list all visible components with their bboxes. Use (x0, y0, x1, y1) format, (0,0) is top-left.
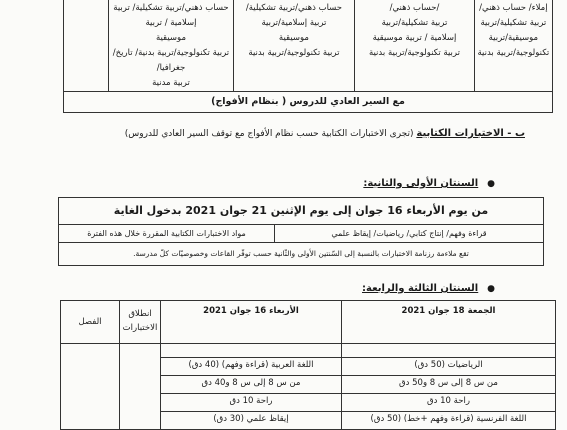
col-wed-header: الأربعاء 16 جوان 2021 (161, 301, 342, 344)
top-cell-4: حساب ذهني/تربية تشكيلية/ تربية إسلامية / تربية موسيقية تربية تكنولوجية/تربية بدنية/ تاريخ/جغرافيا/ تربية مدنية (109, 0, 233, 92)
wed-row-1: اللغة العربية (قراءة وفهم) (40 دق) (161, 358, 342, 376)
years-3-4-table (60, 300, 556, 430)
years-1-2-subjects-label: مواد الاختبارات الكتابية المقررة خلال هذه الفترة (59, 225, 275, 243)
fri-row-4: اللغة الفرنسية (قراءة وفهم +خط) (50 دق) (342, 412, 556, 430)
wed-row-4: إيقاظ علمي (30 دق) (161, 412, 342, 430)
section-b-heading: ب - الاختبارات الكتابية (416, 128, 525, 139)
fri-row-1: الرياضيات (50 دق) (342, 358, 556, 376)
top-cell-5 (64, 0, 109, 92)
col-class-header: الفصل (61, 301, 120, 344)
wed-row-3: راحة 10 دق (161, 394, 342, 412)
section-b (45, 128, 525, 139)
years-1-2-box (58, 197, 544, 266)
years-1-2-title: من يوم الأربعاء 16 جوان إلى يوم الإثنين 21 جوان 2021 بدخول الغاية (59, 198, 544, 225)
years-1-2-note: تقع ملاءمة رزنامة الاختبارات بالنسبة إلى السّنتين الأولى والثّانية حسب توفّر القاعات وخصوصيّات كلّ مدرسة. (59, 243, 544, 266)
fri-row-3: راحة 10 دق (342, 394, 556, 412)
years-3-4-heading: السنتان الثالثة والرابعة: (362, 283, 479, 294)
bullet-icon: ● (481, 179, 495, 189)
top-cell-2: /حساب ذهني/ تربية تشكيلية/تربية إسلامية / تربية موسيقية تربية تكنولوجية/تربية بدنية (355, 0, 475, 92)
top-cell-1: إملاء/ حساب ذهني/ تربية تشكيلية/تربية موسيقية/تربية تكنولوجية/تربية بدنية (474, 0, 552, 92)
section-b-note: (تجرى الاختبارات الكتابية حسب نظام الأفواج مع توقف السير العادي للدروس) (124, 129, 414, 139)
top-table-footer: مع السير العادي للدروس ( بنظام الأفواج) (64, 92, 553, 113)
years-3-4-heading-row (362, 283, 495, 294)
wed-row-2: من س 8 إلى س 8 و40 دق (161, 376, 342, 394)
top-cell-3: حساب ذهني/تربية تشكيلية/ تربية إسلامية/تربية موسيقية تربية تكنولوجية/تربية بدنية (233, 0, 355, 92)
years-1-2-heading: السنتان الأولى والثانية: (363, 178, 479, 189)
col-fri-header: الجمعة 18 جوان 2021 (342, 301, 556, 344)
years-1-2-subjects: قراءة وفهم/ إنتاج كتابي/ رياضيات/ إيقاظ علمي (275, 225, 544, 243)
top-table (63, 0, 553, 107)
years-1-2-heading-row (363, 178, 495, 189)
fri-row-2: من س 8 إلى س 8 و50 دق (342, 376, 556, 394)
bullet-icon: ● (481, 284, 495, 294)
col-start-header: انطلاق الاختبارات (120, 301, 161, 344)
